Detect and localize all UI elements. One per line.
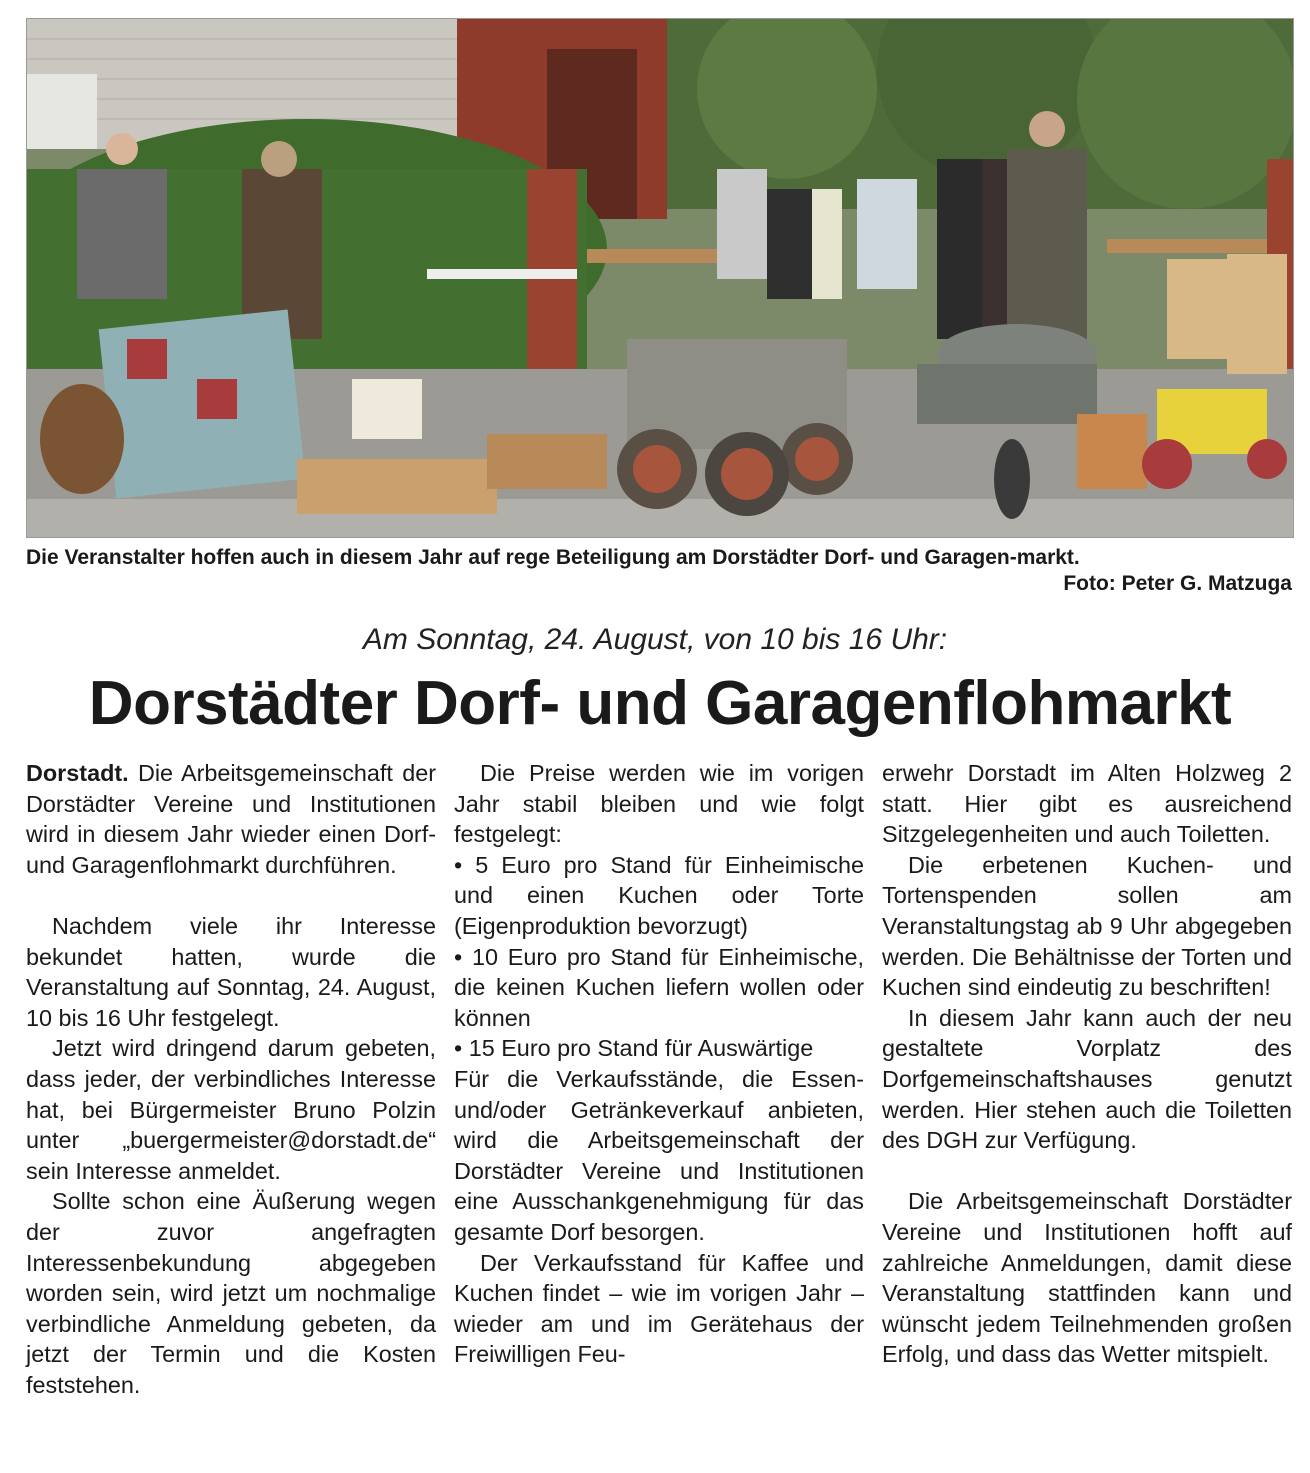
- dateline: Dorstadt.: [26, 760, 129, 786]
- price-bullet: • 5 Euro pro Stand für Einheimische und einen Kuchen oder Torte (Eigenproduktion bevorzugt): [454, 851, 864, 939]
- paragraph: Die erbetenen Kuchen- und Tortenspenden sollen am Veranstaltungstag ab 9 Uhr abgegeben werden. Die Behältnisse der Torten und Kuchen sind eindeutig zu beschriften!: [882, 851, 1292, 1001]
- paragraph: Der Verkaufsstand für Kaffee und Kuchen findet – wie im vorigen Jahr – wieder am und im Gerätehaus der Freiwilligen Feu-: [454, 1249, 864, 1368]
- column-3: [882, 758, 1292, 1370]
- caption-text: Die Veranstalter hoffen auch in diesem Jahr auf rege Beteiligung am Dorstädter Dorf- und Garagen-markt.: [26, 546, 1080, 569]
- paragraph: Die Preise werden wie im vorigen Jahr stabil bleiben und wie folgt festgelegt:: [454, 760, 864, 848]
- price-bullet: • 10 Euro pro Stand für Einheimische, die keinen Kuchen liefern wollen oder können: [454, 943, 864, 1031]
- paragraph: Die Arbeitsgemeinschaft Dorstädter Vereine und Institutionen hofft auf zahlreiche Anmeldungen, damit diese Veranstaltung stattfinden kann und wünscht jedem Teilnehmenden großen Erfolg, und dass das Wetter mitspielt.: [882, 1188, 1292, 1368]
- paragraph: [26, 758, 436, 880]
- photo-credit: Foto: Peter G. Matzuga: [1063, 572, 1292, 595]
- column-1: [26, 758, 436, 1400]
- article-photo: [26, 18, 1294, 538]
- paragraph: Für die Verkaufsstände, die Essen- und/oder Getränkeverkauf anbieten, wird die Arbeitsgemeinschaft der Dorstädter Vereine und Institutionen eine Ausschankgenehmigung für das gesamte Dorf besorgen.: [454, 1065, 864, 1245]
- kicker: Am Sonntag, 24. August, von 10 bis 16 Uhr:: [362, 623, 948, 656]
- column-2: [454, 758, 864, 1370]
- headline: Dorstädter Dorf- und Garagenflohmarkt: [88, 669, 1232, 738]
- flea-market-photo: [27, 19, 1293, 537]
- paragraph: Nachdem viele ihr Interesse bekundet hatten, wurde die Veranstaltung auf Sonntag, 24. August, 10 bis 16 Uhr festgelegt.: [26, 912, 436, 1031]
- photo-caption: [26, 545, 1292, 595]
- paragraph: In diesem Jahr kann auch der neu gestaltete Vorplatz des Dorfgemeinschaftshauses genutzt werden. Hier stehen auch die Toiletten des DGH zur Verfügung.: [882, 1004, 1292, 1154]
- paragraph-text: Die Arbeitsgemeinschaft der Dorstädter Vereine und Institutionen wird in diesem Jahr wieder einen Dorf- und Garagenflohmarkt durchführen.: [26, 760, 436, 878]
- paragraph: erwehr Dorstadt im Alten Holzweg 2 statt. Hier gibt es ausreichend Sitzgelegenheiten und auch Toiletten.: [882, 760, 1292, 848]
- paragraph: Jetzt wird dringend darum gebeten, dass jeder, der verbindliches Interesse hat, bei Bürgermeister Bruno Polzin unter „buergermeister@dorstadt.de“ sein Interesse anmeldet.: [26, 1035, 436, 1184]
- price-bullet: • 15 Euro pro Stand für Auswärtige: [454, 1035, 814, 1062]
- paragraph: Sollte schon eine Äußerung wegen der zuvor angefragten Interessenbekundung abgegeben worden sein, wird jetzt um nochmalige verbindliche Anmeldung gebeten, da jetzt der Termin und die Kosten feststehen.: [26, 1188, 436, 1398]
